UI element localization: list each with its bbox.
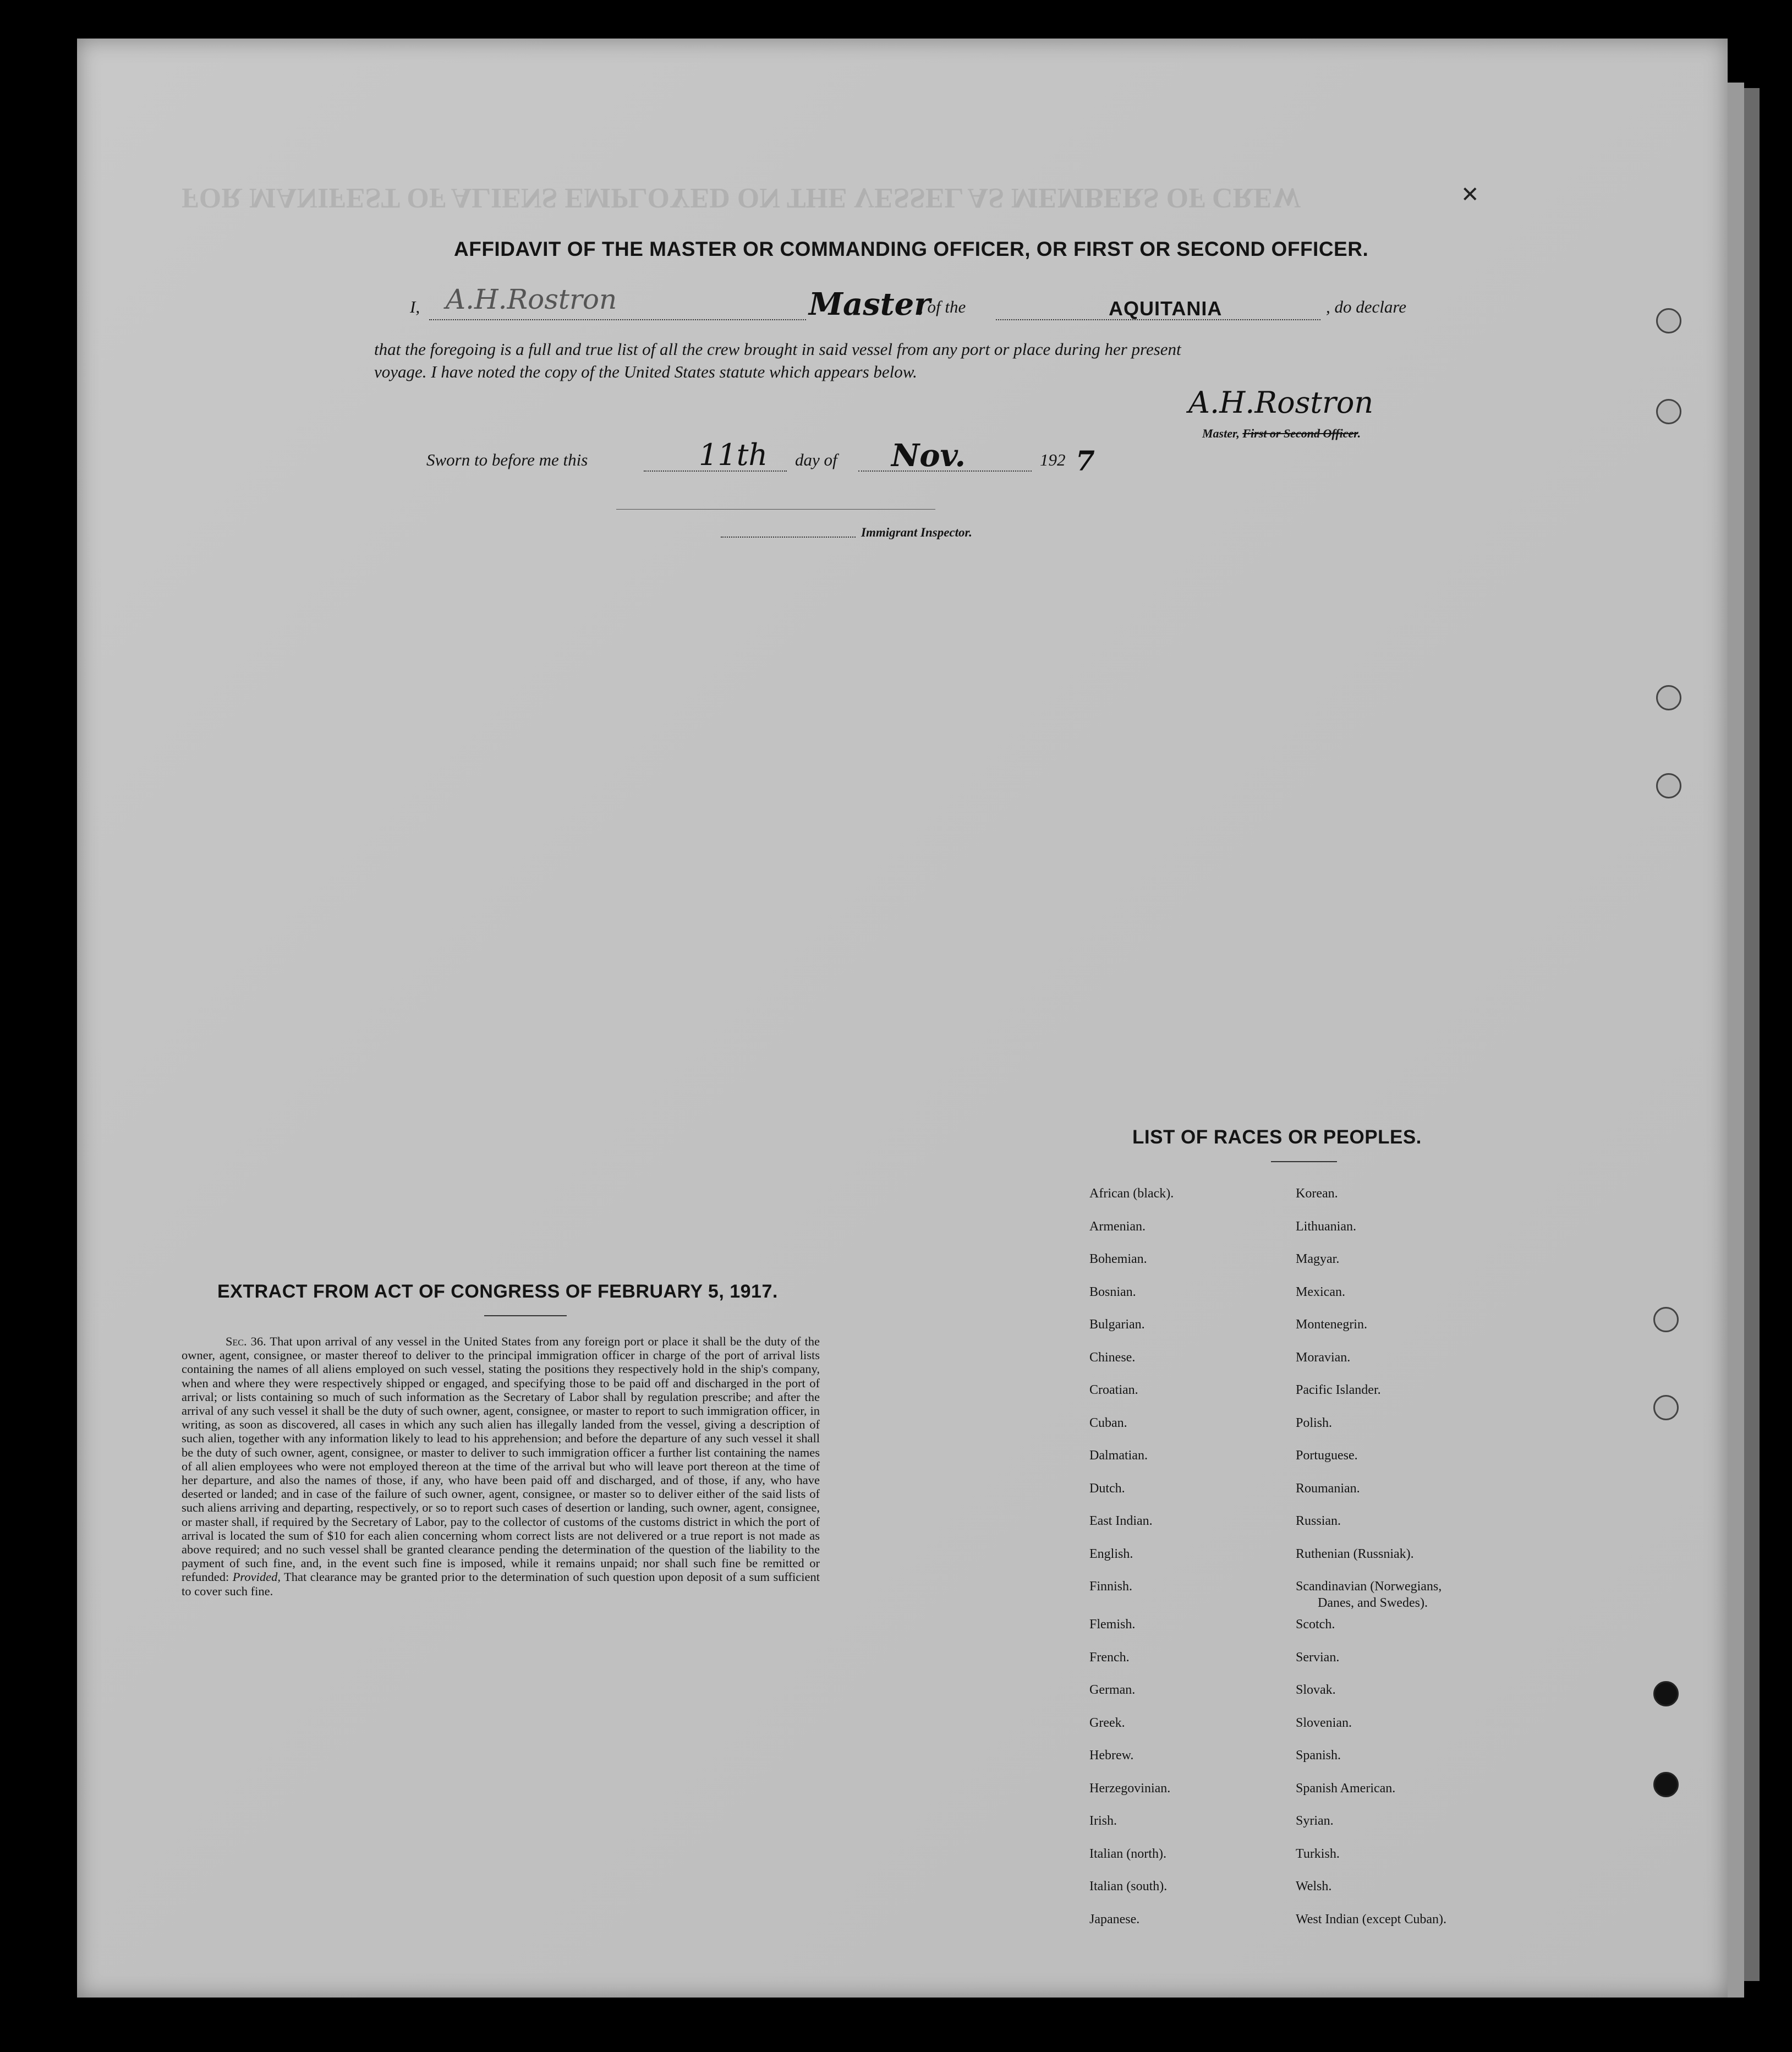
race-entry: Finnish. xyxy=(1089,1579,1133,1594)
race-entry: Dalmatian. xyxy=(1089,1448,1148,1463)
race-entry: Polish. xyxy=(1296,1415,1333,1430)
punch-hole xyxy=(1656,308,1681,333)
corner-mark: ✕ xyxy=(1461,182,1479,207)
race-entry: African (black). xyxy=(1089,1186,1174,1201)
race-entry: Italian (north). xyxy=(1089,1846,1166,1861)
inspector-blank xyxy=(721,537,856,538)
punch-hole xyxy=(1653,1772,1679,1797)
race-entry: Ruthenian (Russniak). xyxy=(1296,1546,1414,1561)
race-entry: Portuguese. xyxy=(1296,1448,1358,1463)
race-entry: Chinese. xyxy=(1089,1350,1136,1365)
races-left-column xyxy=(1089,1186,1174,1944)
do-declare-text: , do declare xyxy=(1326,297,1407,316)
race-entry: Slovenian. xyxy=(1296,1715,1352,1730)
sworn-prefix: Sworn to before me this xyxy=(426,450,588,469)
race-entry: Roumanian. xyxy=(1296,1481,1360,1496)
section-label: Sec. 36. xyxy=(226,1334,266,1348)
caption-end: . xyxy=(1357,426,1361,440)
document-page xyxy=(77,39,1728,1998)
race-entry: Syrian. xyxy=(1296,1814,1334,1828)
race-entry: Russian. xyxy=(1296,1514,1341,1528)
of-the-text: , of the xyxy=(919,297,966,316)
race-entry: Welsh. xyxy=(1296,1879,1332,1894)
race-entry: Japanese. xyxy=(1089,1912,1140,1927)
race-entry: Dutch. xyxy=(1089,1481,1125,1496)
race-entry: Moravian. xyxy=(1296,1350,1351,1365)
race-entry: Cuban. xyxy=(1089,1415,1127,1430)
race-entry: Mexican. xyxy=(1296,1284,1345,1299)
race-entry: Croatian. xyxy=(1089,1383,1138,1397)
extract-provided: Provided, xyxy=(232,1570,281,1584)
race-entry: Turkish. xyxy=(1296,1846,1340,1861)
day-of-text: day of xyxy=(795,450,837,469)
caption-struck-officer: First or Second Officer xyxy=(1242,426,1358,440)
race-entry: Italian (south). xyxy=(1089,1879,1168,1894)
punch-hole xyxy=(1656,685,1681,710)
race-entry: Irish. xyxy=(1089,1814,1117,1828)
race-entry: East Indian. xyxy=(1089,1514,1153,1528)
races-right-column xyxy=(1296,1186,1446,1944)
races-heading: LIST OF RACES OR PEOPLES. xyxy=(1132,1126,1422,1148)
race-entry: Spanish. xyxy=(1296,1748,1341,1763)
extract-text-part2: That clearance may be granted prior to the determination of such question upon deposit of a sum sufficient to cover such fine. xyxy=(182,1570,820,1598)
race-entry: Flemish. xyxy=(1089,1617,1136,1632)
race-entry: French. xyxy=(1089,1650,1130,1665)
punch-hole xyxy=(1653,1307,1679,1332)
race-entry: Scotch. xyxy=(1296,1617,1335,1632)
inspector-signature-line xyxy=(616,509,935,510)
punch-hole xyxy=(1656,399,1681,424)
extract-text-part1: That upon arrival of any vessel in the United States from any foreign port or place it shall be the duty of the owner, agent, consignee, or master thereof to deliver to the principal immigration officer in charge of the port of arrival lists containing the names of all aliens employed on such vessel, stating the positions they respectively hold in the ship's company, when and where they were respectively shipped or engaged, and specifying those to be paid off and discharged in the port of arrival; or lists containing so much of such information as the Secretary of Labor shall by regulation prescribe; and after the arrival of any such vessel it shall be the duty of such owner, agent, consignee, or master to report to such immigration officer, in writing, as soon as discovered, all cases in which any such alien has illegally landed from the vessel, giving a description of such alien, together with any information likely to lead to his apprehension; and before the departure of any such vessel it shall be the duty of such owner, agent, consignee, or master to deliver to such immigration officer a further list containing the names of all alien employees who were not employed thereon at the time of the arrival but who will leave port thereon at the time of her departure, and also the names of those, if any, who have been paid off and discharged, and of those, if any, who have deserted or landed; and in case of the failure of such owner, agent, consignee, or master so to deliver either of the said lists of such aliens arriving and departing, respectively, or so to report such cases of desertion or landing, such owner, agent, consignee, or master shall, if required by the Secretary of Labor, pay to the collector of customs of the customs district in which the port of arrival is located the sum of $10 for each alien concerning whom correct lists are not delivered or a true report is not made as above required; and no such vessel shall be granted clearance pending the determination of the question of the liability to the payment of such fine, and, in the event such fine is imposed, while it remains unpaid; nor shall such fine be remitted or refunded: xyxy=(182,1334,820,1584)
caption-master: Master, xyxy=(1202,426,1240,440)
declaration-line-3: voyage. I have noted the copy of the United States statute which appears below. xyxy=(374,362,917,381)
page-edge xyxy=(1728,83,1744,1998)
race-entry: Lithuanian. xyxy=(1296,1219,1356,1234)
race-entry: Bulgarian. xyxy=(1089,1317,1145,1332)
punch-hole xyxy=(1656,773,1681,798)
master-signature: A.H.Rostron xyxy=(1188,385,1374,420)
punch-hole xyxy=(1653,1395,1679,1420)
race-entry: Korean. xyxy=(1296,1186,1338,1201)
race-entry: Magyar. xyxy=(1296,1252,1340,1266)
punch-hole xyxy=(1653,1681,1679,1706)
year-digit: 7 xyxy=(1076,445,1095,477)
race-entry: Armenian. xyxy=(1089,1219,1146,1234)
race-entry: Greek. xyxy=(1089,1715,1125,1730)
race-entry: German. xyxy=(1089,1683,1136,1697)
inspector-caption: Immigrant Inspector. xyxy=(861,526,972,539)
race-entry: English. xyxy=(1089,1546,1133,1561)
race-entry: Pacific Islander. xyxy=(1296,1383,1381,1397)
declaration-prefix: I, xyxy=(410,297,420,316)
declaration-line-2: that the foregoing is a full and true list of all the crew brought in said vessel from any port or place during her present xyxy=(374,340,1181,359)
race-entry: West Indian (except Cuban). xyxy=(1296,1912,1446,1927)
race-entry: Scandinavian (Norwegians, xyxy=(1296,1579,1442,1594)
vessel-name: AQUITANIA xyxy=(1109,297,1223,320)
extract-body xyxy=(182,1334,820,1598)
race-entry: Montenegrin. xyxy=(1296,1317,1367,1332)
affidavit-heading: AFFIDAVIT OF THE MASTER OR COMMANDING OFFICER, OR FIRST OR SECOND OFFICER. xyxy=(454,238,1369,260)
race-entry: Slovak. xyxy=(1296,1683,1336,1697)
race-entry: Servian. xyxy=(1296,1650,1340,1665)
race-entry: Spanish American. xyxy=(1296,1781,1396,1796)
bleed-through-text: FOR MANIFEST OF ALIENS EMPLOYED ON THE VESSEL AS MEMBERS OF CREW xyxy=(182,182,1301,214)
race-entry: Herzegovinian. xyxy=(1089,1781,1171,1796)
signature-caption xyxy=(1202,426,1361,441)
name-blank xyxy=(429,319,806,320)
race-entry-continued: Danes, and Swedes). xyxy=(1318,1596,1428,1610)
extract-heading: EXTRACT FROM ACT OF CONGRESS OF FEBRUARY 5, 1917. xyxy=(217,1281,778,1302)
race-entry: Bohemian. xyxy=(1089,1252,1147,1266)
race-entry: Bosnian. xyxy=(1089,1284,1136,1299)
races-heading-rule xyxy=(1271,1161,1337,1162)
extract-heading-rule xyxy=(484,1315,567,1316)
signer-name: A.H.Rostron xyxy=(446,283,617,315)
year-prefix: 192 xyxy=(1040,450,1066,469)
signer-title: Master xyxy=(809,286,930,322)
sworn-month: Nov. xyxy=(891,437,966,474)
page-edge-shadow xyxy=(1744,88,1760,1981)
race-entry: Hebrew. xyxy=(1089,1748,1134,1763)
sworn-day: 11th xyxy=(699,437,768,472)
